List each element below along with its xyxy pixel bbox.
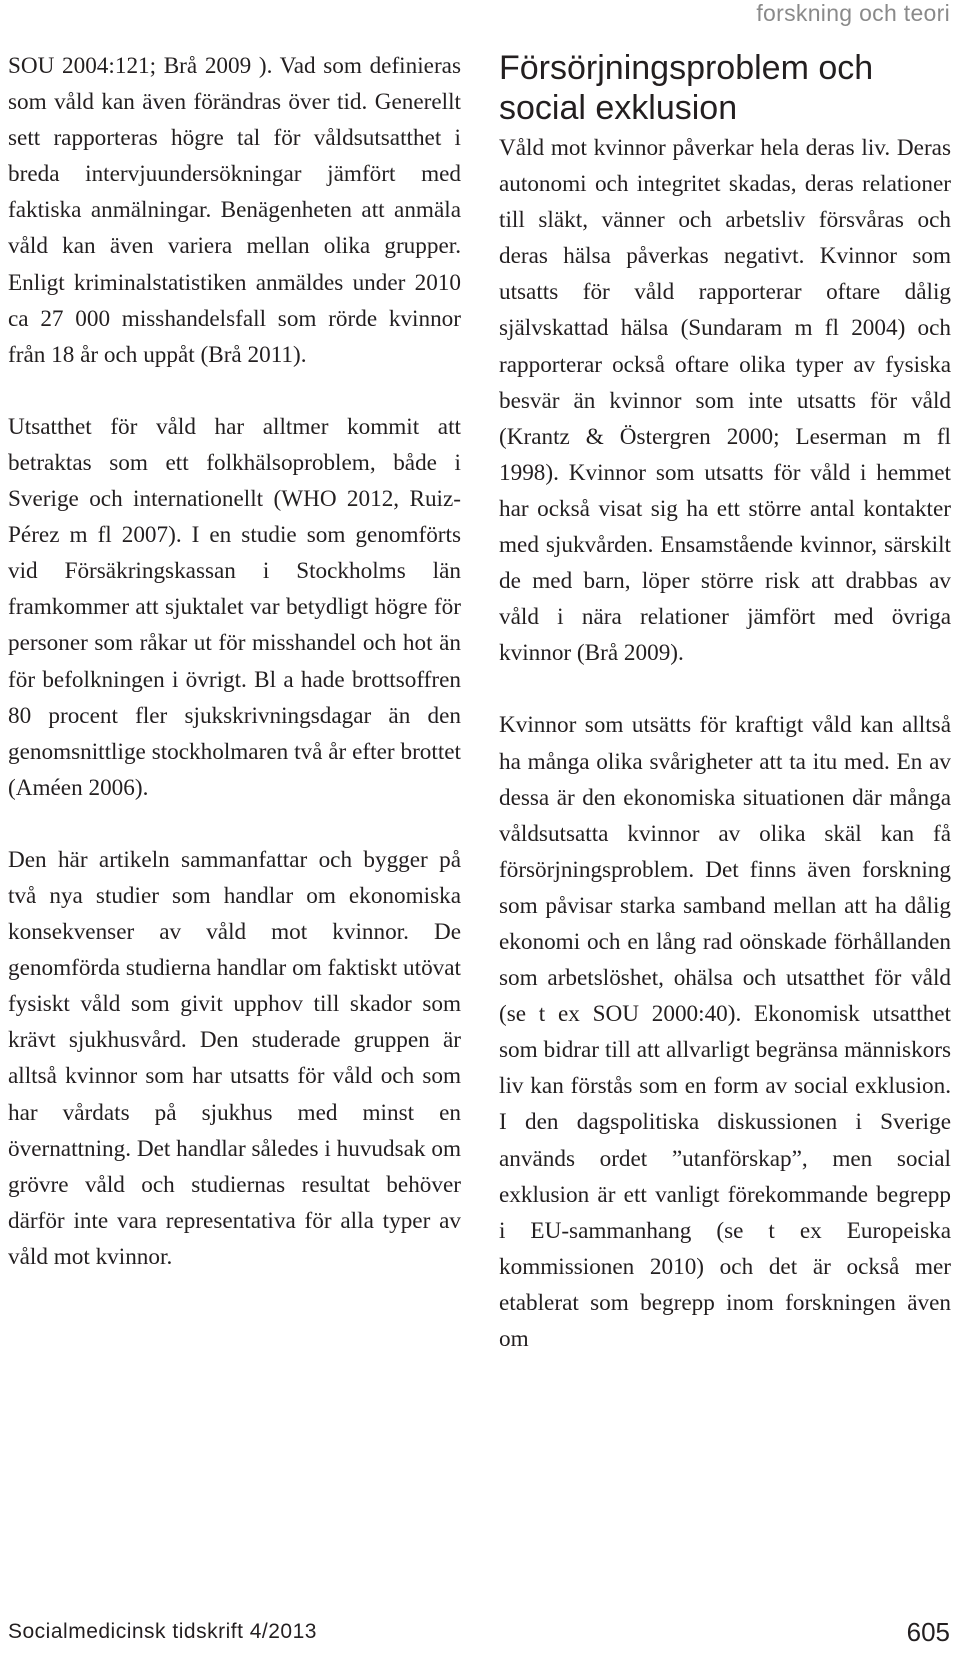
body-paragraph: Den här artikeln sammanfattar och bygger på två nya studier som handlar om ekonomiska konsekvenser av våld mot kvinnor. De genomförda studierna handlar om faktiskt utövat fysiskt våld som givit upphov till skador som krävt sjukhusvård. Den studerade gruppen är alltså kvinnor som har utsatts för våld och som har vårdats på sjukhus med minst en övernattning. Det handlar således i huvudsak om grövre våld och studiernas resultat behöver därför inte vara representativa för alla typer av våld mot kvinnor. — [8, 846, 461, 1270]
section-heading: Försörjningsproblem och social exklusion — [499, 49, 874, 127]
body-paragraph: Utsatthet för våld har alltmer kommit att betraktas som ett folkhälsoproblem, både i Sverige och internationellt (WHO 2012, Ruiz-Pérez m fl 2007). I en studie som genomförts vid Försäkringskassan i Stockholms län framkommer att sjuktalet var betydligt högre för personer som råkar ut för misshandel och hot än för befolkningen i övrigt. Bl a hade brottsoffren 80 procent fler sjukskrivningsdagar än den genomsnittlige stockholmaren två år efter brottet (Améen 2006). — [8, 413, 461, 801]
body-paragraph: Kvinnor som utsätts för kraftigt våld kan alltså ha många olika svårigheter att ta itu med. En av dessa är den ekonomiska situationen där många våldsutsatta kvinnor av olika skäl kan få försörjningsproblem. Det finns även forskning som påvisar starka samband mellan att ha dålig ekonomi och en lång rad oönskade förhållanden som arbetslöshet, ohälsa och utsatthet för våld (se t ex SOU 2000:40). Ekonomisk utsatthet som bidrar till att allvarligt begränsa människors liv kan förstås som en form av social exklusion. I den dagspolitiska diskussionen i Sverige används ordet ”utanförskap”, men social exklusion är ett vanligt förekommande begrepp i EU-sammanhang (se t ex Europeiska kommissionen 2010) och det är också mer etablerat som begrepp inom forskningen även om — [499, 712, 951, 1352]
page-number: 605 — [906, 1617, 950, 1647]
running-head: forskning och teori — [756, 0, 950, 26]
body-paragraph: SOU 2004:121; Brå 2009 ). Vad som definieras som våld kan även förändras över tid. Generellt sett rapporteras högre tal för våldsutsatthet i breda intervjuundersökningar jämfört med faktiska anmälningar. Benägenheten att anmäla våld kan även variera mellan olika grupper. Enligt kriminalstatistiken anmäldes under 2010 ca 27 000 misshandelsfall som rörde kvinnor från 18 år och uppåt (Brå 2011). — [8, 53, 461, 368]
body-paragraph: Våld mot kvinnor påverkar hela deras liv. Deras autonomi och integritet skadas, deras relationer till släkt, vänner och arbetsliv försvåras och deras hälsa påverkas negativt. Kvinnor som utsatts för våld rapporterar oftare dålig självskattad hälsa (Sundaram m fl 2004) och rapporterar också oftare olika typer av fysiska besvär än kvinnor som inte utsatts för våld (Krantz & Östergren 2000; Leserman m fl 1998). Kvinnor som utsatts för våld i hemmet har också visat sig ha ett större antal kontakter med sjukvården. Ensamstående kvinnor, särskilt de med barn, löper större risk att drabbas av våld i nära relationer jämfört med övriga kvinnor (Brå 2009). — [499, 135, 951, 667]
right-column — [499, 48, 951, 1357]
footer-journal-name: Socialmedicinsk tidskrift 4/2013 — [8, 1620, 317, 1643]
left-column — [8, 48, 461, 1275]
